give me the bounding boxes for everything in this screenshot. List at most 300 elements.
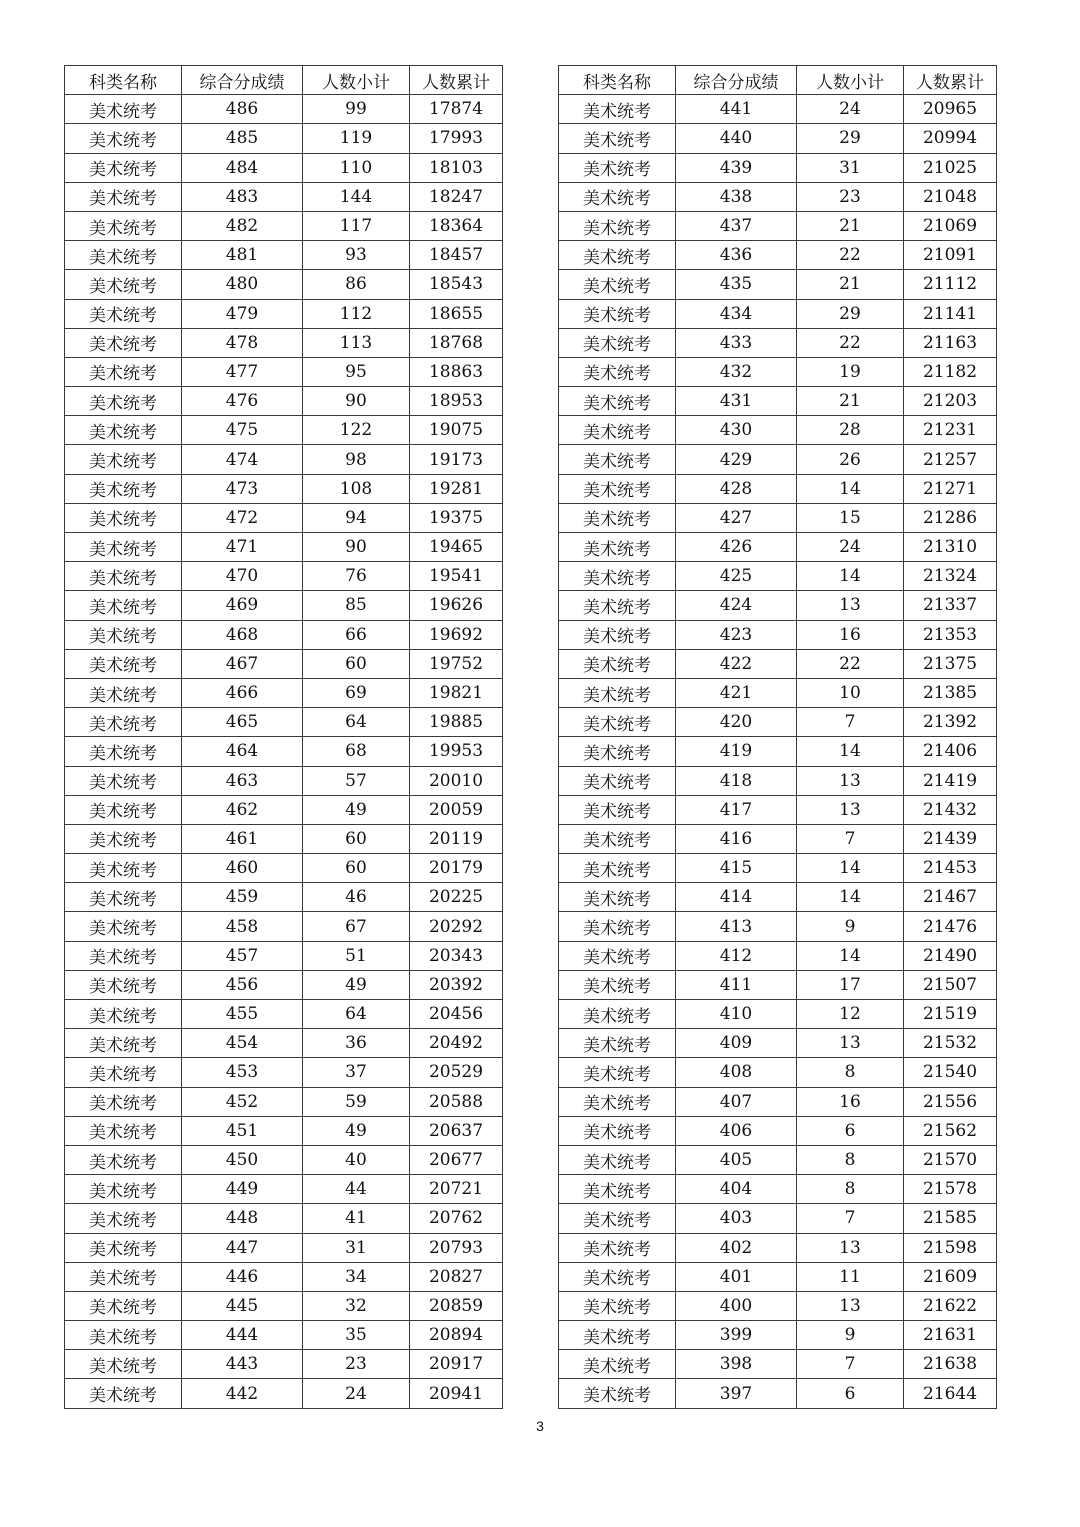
cell-score: 424 [676,591,797,620]
cell-count: 93 [303,241,410,270]
cell-score: 480 [182,270,303,299]
cell-score: 436 [676,241,797,270]
cell-count: 66 [303,620,410,649]
cell-count: 60 [303,649,410,678]
cell-score: 481 [182,241,303,270]
cell-category: 美术统考 [559,970,676,999]
cell-category: 美术统考 [559,299,676,328]
cell-count: 24 [797,95,904,124]
cell-category: 美术统考 [65,211,182,240]
cell-category: 美术统考 [65,1087,182,1116]
cell-category: 美术统考 [65,1175,182,1204]
cell-count: 64 [303,708,410,737]
cell-count: 68 [303,737,410,766]
cell-score: 425 [676,562,797,591]
header-cumulative: 人数累计 [410,66,503,95]
table-row [65,1058,503,1087]
cell-count: 9 [797,912,904,941]
cell-cumulative: 20917 [410,1350,503,1379]
cell-cumulative: 18103 [410,153,503,182]
cell-cumulative: 19465 [410,533,503,562]
cell-category: 美术统考 [559,503,676,532]
cell-category: 美术统考 [559,153,676,182]
table-row [65,1262,503,1291]
cell-score: 431 [676,387,797,416]
cell-cumulative: 21048 [904,182,997,211]
cell-category: 美术统考 [559,678,676,707]
table-row [559,95,997,124]
cell-score: 421 [676,678,797,707]
table-row [559,1116,997,1145]
table-row [65,416,503,445]
table-row [65,357,503,386]
cell-score: 460 [182,854,303,883]
cell-category: 美术统考 [559,1379,676,1408]
cell-cumulative: 21476 [904,912,997,941]
cell-category: 美术统考 [65,1291,182,1320]
cell-count: 14 [797,941,904,970]
cell-count: 28 [797,416,904,445]
cell-category: 美术统考 [559,241,676,270]
cell-category: 美术统考 [65,941,182,970]
cell-cumulative: 21141 [904,299,997,328]
table-row [559,270,997,299]
cell-cumulative: 21375 [904,649,997,678]
cell-cumulative: 20492 [410,1029,503,1058]
cell-count: 40 [303,1145,410,1174]
table-row [559,795,997,824]
cell-category: 美术统考 [559,533,676,562]
cell-count: 9 [797,1321,904,1350]
table-row [559,1291,997,1320]
cell-category: 美术统考 [65,387,182,416]
table-row [65,124,503,153]
cell-cumulative: 21182 [904,357,997,386]
cell-score: 455 [182,1000,303,1029]
table-row [65,620,503,649]
cell-category: 美术统考 [559,416,676,445]
cell-category: 美术统考 [65,503,182,532]
header-count: 人数小计 [797,66,904,95]
cell-cumulative: 20059 [410,795,503,824]
cell-score: 450 [182,1145,303,1174]
cell-cumulative: 17874 [410,95,503,124]
table-row [65,1204,503,1233]
cell-count: 98 [303,445,410,474]
cell-category: 美术统考 [559,328,676,357]
cell-cumulative: 21324 [904,562,997,591]
cell-score: 401 [676,1262,797,1291]
cell-score: 443 [182,1350,303,1379]
table-row [65,299,503,328]
cell-count: 60 [303,824,410,853]
cell-count: 69 [303,678,410,707]
cell-count: 13 [797,766,904,795]
cell-count: 21 [797,387,904,416]
table-row [65,328,503,357]
cell-cumulative: 21231 [904,416,997,445]
cell-score: 439 [676,153,797,182]
cell-count: 59 [303,1087,410,1116]
cell-count: 13 [797,1291,904,1320]
cell-cumulative: 21609 [904,1262,997,1291]
cell-cumulative: 21337 [904,591,997,620]
table-row [559,620,997,649]
cell-score: 410 [676,1000,797,1029]
cell-score: 429 [676,445,797,474]
cell-category: 美术统考 [559,1058,676,1087]
table-row [65,766,503,795]
cell-cumulative: 18543 [410,270,503,299]
cell-category: 美术统考 [559,854,676,883]
table-row [65,1175,503,1204]
cell-score: 477 [182,357,303,386]
cell-score: 406 [676,1116,797,1145]
cell-count: 8 [797,1175,904,1204]
cell-score: 408 [676,1058,797,1087]
cell-cumulative: 18768 [410,328,503,357]
cell-cumulative: 18457 [410,241,503,270]
cell-score: 476 [182,387,303,416]
cell-score: 412 [676,941,797,970]
table-row [559,737,997,766]
cell-cumulative: 19821 [410,678,503,707]
cell-count: 16 [797,620,904,649]
cell-category: 美术统考 [559,1262,676,1291]
table-row [559,854,997,883]
cell-cumulative: 21467 [904,883,997,912]
cell-count: 86 [303,270,410,299]
cell-category: 美术统考 [65,357,182,386]
table-row [559,1321,997,1350]
cell-count: 11 [797,1262,904,1291]
table-row [65,854,503,883]
table-row [559,970,997,999]
cell-cumulative: 21091 [904,241,997,270]
cell-count: 64 [303,1000,410,1029]
cell-category: 美术统考 [65,299,182,328]
cell-count: 31 [797,153,904,182]
cell-category: 美术统考 [559,649,676,678]
cell-score: 457 [182,941,303,970]
table-row [65,737,503,766]
table-row [65,1087,503,1116]
header-cumulative: 人数累计 [904,66,997,95]
cell-score: 463 [182,766,303,795]
cell-score: 409 [676,1029,797,1058]
cell-score: 484 [182,153,303,182]
table-row [65,795,503,824]
table-row [65,1233,503,1262]
cell-cumulative: 21585 [904,1204,997,1233]
cell-count: 21 [797,211,904,240]
cell-score: 446 [182,1262,303,1291]
cell-cumulative: 19541 [410,562,503,591]
cell-cumulative: 20179 [410,854,503,883]
header-category: 科类名称 [65,66,182,95]
cell-category: 美术统考 [65,1145,182,1174]
cell-score: 486 [182,95,303,124]
cell-cumulative: 20343 [410,941,503,970]
cell-score: 462 [182,795,303,824]
cell-category: 美术统考 [65,1350,182,1379]
cell-score: 432 [676,357,797,386]
cell-count: 36 [303,1029,410,1058]
cell-category: 美术统考 [559,387,676,416]
cell-cumulative: 20677 [410,1145,503,1174]
cell-category: 美术统考 [65,678,182,707]
page-number: 3 [536,1418,544,1434]
cell-score: 428 [676,474,797,503]
cell-score: 407 [676,1087,797,1116]
cell-cumulative: 17993 [410,124,503,153]
cell-category: 美术统考 [65,620,182,649]
cell-count: 22 [797,649,904,678]
cell-category: 美术统考 [65,182,182,211]
cell-count: 22 [797,241,904,270]
cell-score: 413 [676,912,797,941]
cell-category: 美术统考 [65,562,182,591]
cell-score: 459 [182,883,303,912]
table-row [65,1350,503,1379]
cell-count: 22 [797,328,904,357]
cell-count: 144 [303,182,410,211]
cell-category: 美术统考 [559,824,676,853]
table-row [65,912,503,941]
cell-category: 美术统考 [65,795,182,824]
cell-count: 17 [797,970,904,999]
table-row [65,211,503,240]
table-row [65,883,503,912]
cell-score: 427 [676,503,797,532]
cell-score: 418 [676,766,797,795]
cell-score: 403 [676,1204,797,1233]
cell-score: 444 [182,1321,303,1350]
cell-category: 美术统考 [559,1321,676,1350]
cell-category: 美术统考 [559,357,676,386]
cell-cumulative: 19173 [410,445,503,474]
cell-category: 美术统考 [65,1000,182,1029]
cell-cumulative: 20119 [410,824,503,853]
cell-category: 美术统考 [65,241,182,270]
cell-score: 447 [182,1233,303,1262]
cell-category: 美术统考 [559,1029,676,1058]
cell-cumulative: 21203 [904,387,997,416]
cell-count: 14 [797,562,904,591]
cell-category: 美术统考 [65,912,182,941]
cell-category: 美术统考 [65,1262,182,1291]
cell-cumulative: 21406 [904,737,997,766]
cell-score: 426 [676,533,797,562]
cell-cumulative: 21540 [904,1058,997,1087]
cell-score: 440 [676,124,797,153]
cell-cumulative: 20793 [410,1233,503,1262]
table-row [559,883,997,912]
table-row [65,649,503,678]
cell-category: 美术统考 [65,416,182,445]
table-row [65,562,503,591]
table-row [65,941,503,970]
cell-cumulative: 19692 [410,620,503,649]
table-row [559,1175,997,1204]
table-row [65,1379,503,1408]
cell-score: 454 [182,1029,303,1058]
cell-score: 467 [182,649,303,678]
table-row [559,1000,997,1029]
table-row [559,416,997,445]
cell-cumulative: 20637 [410,1116,503,1145]
cell-count: 8 [797,1058,904,1087]
cell-cumulative: 20456 [410,1000,503,1029]
cell-score: 474 [182,445,303,474]
cell-cumulative: 21453 [904,854,997,883]
table-row [65,1291,503,1320]
cell-category: 美术统考 [559,562,676,591]
cell-cumulative: 20965 [904,95,997,124]
cell-count: 90 [303,533,410,562]
cell-count: 21 [797,270,904,299]
cell-category: 美术统考 [65,1029,182,1058]
cell-count: 51 [303,941,410,970]
cell-cumulative: 21271 [904,474,997,503]
cell-count: 13 [797,1233,904,1262]
cell-count: 49 [303,795,410,824]
cell-cumulative: 21419 [904,766,997,795]
cell-count: 67 [303,912,410,941]
cell-category: 美术统考 [65,1233,182,1262]
table-row [65,387,503,416]
cell-category: 美术统考 [65,708,182,737]
cell-cumulative: 21622 [904,1291,997,1320]
cell-cumulative: 21578 [904,1175,997,1204]
table-row [559,357,997,386]
cell-score: 448 [182,1204,303,1233]
table-row [559,387,997,416]
table-row [65,1000,503,1029]
header-score: 综合分成绩 [676,66,797,95]
cell-count: 19 [797,357,904,386]
cell-count: 24 [797,533,904,562]
cell-count: 8 [797,1145,904,1174]
cell-score: 405 [676,1145,797,1174]
table-row [559,824,997,853]
cell-cumulative: 21286 [904,503,997,532]
cell-count: 99 [303,95,410,124]
cell-count: 122 [303,416,410,445]
cell-cumulative: 21570 [904,1145,997,1174]
cell-score: 485 [182,124,303,153]
cell-score: 422 [676,649,797,678]
cell-score: 470 [182,562,303,591]
cell-cumulative: 18364 [410,211,503,240]
cell-cumulative: 18863 [410,357,503,386]
cell-category: 美术统考 [65,328,182,357]
cell-cumulative: 20994 [904,124,997,153]
cell-count: 112 [303,299,410,328]
cell-score: 414 [676,883,797,912]
cell-score: 482 [182,211,303,240]
cell-category: 美术统考 [559,211,676,240]
cell-cumulative: 19752 [410,649,503,678]
cell-cumulative: 19375 [410,503,503,532]
cell-score: 451 [182,1116,303,1145]
cell-category: 美术统考 [559,445,676,474]
cell-count: 13 [797,1029,904,1058]
table-row [65,1029,503,1058]
cell-category: 美术统考 [65,153,182,182]
cell-count: 57 [303,766,410,795]
cell-cumulative: 19626 [410,591,503,620]
table-row [559,562,997,591]
table-row [559,941,997,970]
cell-category: 美术统考 [65,591,182,620]
cell-count: 49 [303,1116,410,1145]
cell-score: 461 [182,824,303,853]
cell-cumulative: 21638 [904,1350,997,1379]
cell-score: 398 [676,1350,797,1379]
table-row [559,1087,997,1116]
cell-cumulative: 20859 [410,1291,503,1320]
cell-count: 95 [303,357,410,386]
cell-score: 464 [182,737,303,766]
table-row [65,1145,503,1174]
cell-cumulative: 20010 [410,766,503,795]
cell-cumulative: 20588 [410,1087,503,1116]
table-row [65,824,503,853]
cell-count: 7 [797,1350,904,1379]
cell-cumulative: 21556 [904,1087,997,1116]
cell-category: 美术统考 [559,883,676,912]
cell-count: 29 [797,124,904,153]
cell-cumulative: 21257 [904,445,997,474]
cell-count: 119 [303,124,410,153]
cell-category: 美术统考 [65,445,182,474]
cell-category: 美术统考 [65,1204,182,1233]
cell-cumulative: 21385 [904,678,997,707]
cell-count: 6 [797,1379,904,1408]
table-row [65,503,503,532]
score-table-right [558,65,997,1409]
table-row [65,182,503,211]
cell-count: 113 [303,328,410,357]
cell-score: 466 [182,678,303,707]
cell-category: 美术统考 [65,1321,182,1350]
cell-cumulative: 18953 [410,387,503,416]
cell-category: 美术统考 [65,1058,182,1087]
cell-cumulative: 21025 [904,153,997,182]
cell-cumulative: 18655 [410,299,503,328]
cell-category: 美术统考 [559,1291,676,1320]
cell-score: 445 [182,1291,303,1320]
cell-count: 14 [797,883,904,912]
cell-count: 90 [303,387,410,416]
cell-cumulative: 21631 [904,1321,997,1350]
cell-count: 14 [797,474,904,503]
table-row [559,474,997,503]
cell-score: 416 [676,824,797,853]
table-row [559,533,997,562]
cell-count: 32 [303,1291,410,1320]
table-row [559,1350,997,1379]
table-row [559,1204,997,1233]
table-row [65,270,503,299]
cell-count: 108 [303,474,410,503]
cell-category: 美术统考 [559,620,676,649]
cell-category: 美术统考 [559,1233,676,1262]
cell-score: 430 [676,416,797,445]
cell-cumulative: 21532 [904,1029,997,1058]
cell-cumulative: 21163 [904,328,997,357]
